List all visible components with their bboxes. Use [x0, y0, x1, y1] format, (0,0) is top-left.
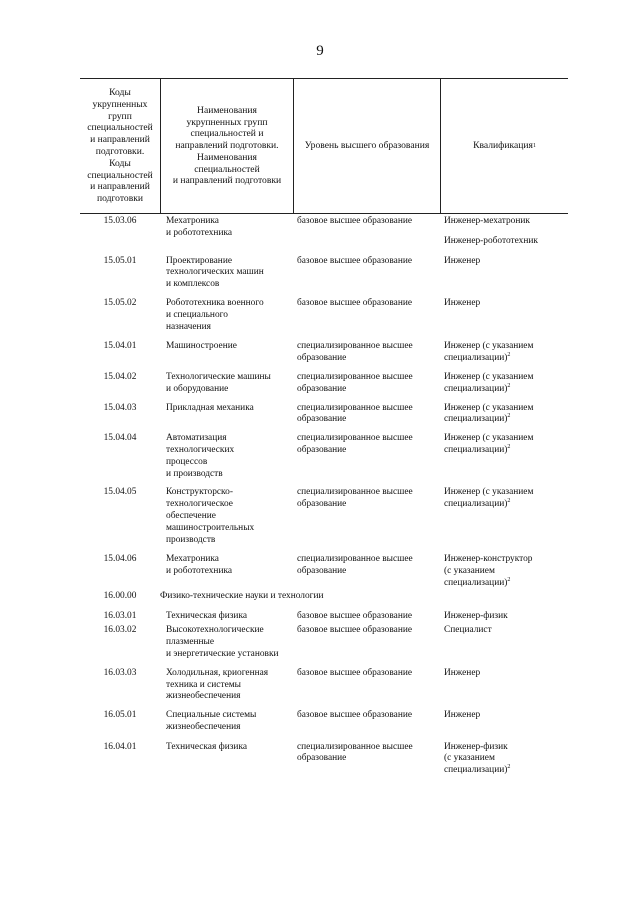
table-row [80, 403, 568, 427]
row-name: Техническая физика [166, 741, 248, 752]
row-name: Специальные системы жизнеобеспечения [166, 710, 257, 732]
table-row [80, 554, 568, 589]
row-qualification-cell [440, 487, 568, 546]
row-level: специализированное высшее образование [297, 741, 413, 764]
row-qualification: Специалист [444, 625, 492, 636]
table-row [80, 487, 568, 546]
row-name: Робототехника военного и специального назначения [166, 297, 264, 332]
row-level: базовое высшее образование [297, 667, 413, 678]
row-qualification: Инженер [444, 297, 481, 308]
header-qualification-label: Квалификация [473, 140, 533, 152]
row-qualification-cell [440, 372, 568, 396]
footnote-marker: 2 [507, 352, 511, 359]
row-qualification-cell [440, 668, 568, 703]
row-qualification-cell [440, 611, 568, 623]
row-level: базовое высшее образование [297, 625, 413, 636]
row-qualification: Инженер [444, 710, 481, 721]
table-row [80, 742, 568, 777]
row-name: Техническая физика [166, 610, 248, 621]
row-name: Прикладная механика [166, 402, 254, 413]
row-level: специализированное высшее образование [297, 487, 413, 510]
row-name: Технологические машины и оборудование [166, 371, 271, 394]
table-row [80, 668, 568, 703]
footnote-marker: 2 [507, 576, 511, 583]
row-level: специализированное высшее образование [297, 433, 413, 455]
row-code: 16.05.01 [103, 710, 137, 721]
row-qualification-cell [440, 742, 568, 777]
row-level: базовое высшее образование [297, 297, 413, 308]
row-name: Мехатроника и робототехника [166, 554, 233, 577]
row-qualification-cell [440, 216, 568, 248]
group-row [80, 591, 568, 603]
group-code: 16.00.00 [103, 590, 137, 601]
header-codes: Коды укрупненных групп специальностей и направлений подготовки. Коды специальностей и направлений подготовки [87, 87, 153, 205]
table-row [80, 625, 568, 660]
row-qualification: Инженер (с указанием специализации) [444, 371, 534, 394]
header-names: Наименования укрупненных групп специальностей и направлений подготовки. Наименования специальностей и направлений подготовки [160, 79, 293, 213]
row-code: 15.05.02 [103, 297, 137, 308]
row-level: специализированное высшее образование [297, 341, 413, 364]
qualification-table [80, 78, 568, 777]
row-qualification-cell [440, 554, 568, 589]
table-body-section-16 [80, 611, 568, 778]
row-level: базовое высшее образование [297, 216, 413, 226]
table-row [80, 298, 568, 333]
footnote-marker: 2 [507, 413, 511, 420]
footnote-marker: 2 [507, 498, 511, 505]
row-name: Конструкторско- технологическое обеспечение машиностроительных производств [166, 487, 255, 545]
row-qualification: Инженер-конструктор (с указанием специализации) [444, 554, 533, 588]
row-qualification-cell [440, 298, 568, 333]
row-qualification-cell [440, 403, 568, 427]
footnote-marker: 2 [507, 764, 511, 771]
header-level: Уровень высшего образования [293, 79, 440, 213]
table-row [80, 256, 568, 291]
row-name: Высокотехнологические плазменные и энергетические установки [166, 625, 279, 659]
header-qualification: Квалификация 1 [440, 79, 568, 213]
table-row [80, 372, 568, 396]
row-qualification-cell [440, 341, 568, 365]
row-qualification: Инженер-физик [444, 610, 508, 621]
row-level: базовое высшее образование [297, 710, 413, 721]
table-body-section-15 [80, 216, 568, 590]
row-qualification: Инженер (с указанием специализации) [444, 433, 534, 455]
table-row [80, 433, 568, 480]
row-qualification: Инженер (с указанием специализации) [444, 341, 534, 364]
row-code: 15.04.05 [103, 487, 137, 498]
page-number: 9 [316, 43, 324, 59]
row-code: 15.04.02 [103, 371, 137, 382]
row-qualification: Инженер-мехатроник [444, 216, 530, 226]
row-qualification: Инженер (с указанием специализации) [444, 487, 534, 510]
row-name: Машиностроение [166, 341, 237, 352]
row-qualification-cell [440, 256, 568, 291]
table-row [80, 710, 568, 734]
row-code: 15.04.03 [103, 402, 137, 413]
row-qualification: Инженер [444, 255, 481, 266]
row-qualification-extra: Инженер-робототехник [444, 235, 538, 246]
row-code: 15.04.04 [103, 433, 137, 444]
row-qualification: Инженер-физик (с указанием специализации) [444, 741, 508, 776]
row-code: 16.03.02 [103, 625, 137, 636]
row-code: 15.04.01 [103, 341, 137, 352]
footnote-marker: 2 [507, 382, 511, 389]
row-name: Мехатроника и робототехника [166, 216, 233, 238]
row-name: Холодильная, криогенная техника и системы жизнеобеспечения [166, 667, 269, 702]
row-qualification-cell [440, 710, 568, 734]
row-qualification: Инженер (с указанием специализации) [444, 402, 534, 425]
table-header [80, 78, 568, 214]
row-code: 15.05.01 [103, 255, 137, 266]
row-level: базовое высшее образование [297, 610, 413, 621]
table-row [80, 216, 568, 248]
row-code: 16.04.01 [103, 741, 137, 752]
row-qualification-cell [440, 433, 568, 480]
row-level: специализированное высшее образование [297, 371, 413, 394]
row-qualification: Инженер [444, 667, 481, 678]
row-name: Автоматизация технологических процессов и производств [166, 433, 235, 479]
table-row [80, 341, 568, 365]
row-qualification-cell [440, 625, 568, 660]
row-level: специализированное высшее образование [297, 402, 413, 425]
footnote-marker: 2 [507, 443, 511, 450]
row-code: 15.03.06 [103, 216, 137, 226]
row-name: Проектирование технологических машин и комплексов [166, 255, 264, 290]
group-name: Физико-технические науки и технологии [160, 590, 324, 601]
row-code: 16.03.03 [103, 667, 137, 678]
table-row [80, 611, 568, 623]
row-level: специализированное высшее образование [297, 554, 413, 577]
row-code: 16.03.01 [103, 610, 137, 621]
row-code: 15.04.06 [103, 554, 137, 565]
row-level: базовое высшее образование [297, 255, 413, 266]
